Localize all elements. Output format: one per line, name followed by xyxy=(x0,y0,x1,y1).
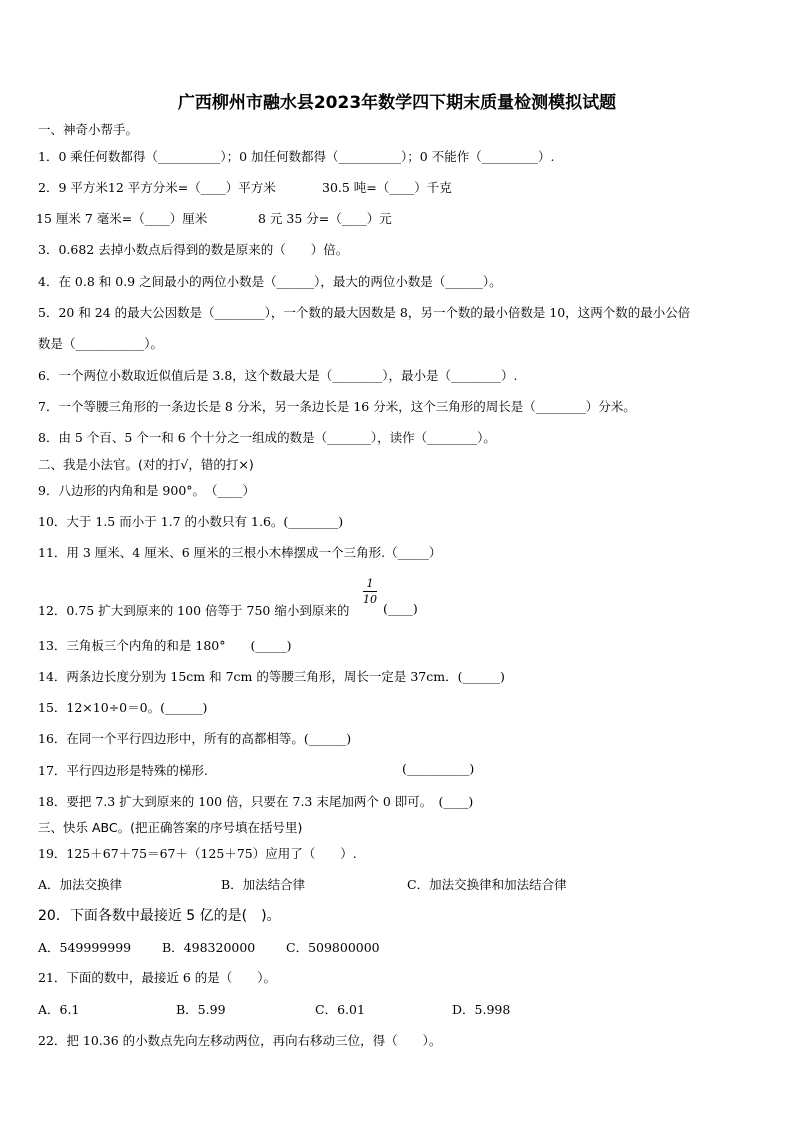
question-2-part-d: 8 元 35 分=（____）元 xyxy=(258,211,392,226)
section-heading-2: 二、我是小法官。(对的打√，错的打×) xyxy=(38,457,254,472)
fraction-numerator: 1 xyxy=(366,577,374,590)
option-a: A．6.1 xyxy=(38,1002,80,1017)
question-16: 16．在同一个平行四边形中，所有的高都相等。(______) xyxy=(38,731,352,746)
option-a: A．549999999 xyxy=(38,940,132,955)
question-9: 9．八边形的内角和是 900°。 （____） xyxy=(38,483,256,498)
question-22: 22．把 10.36 的小数点先向左移动两位，再向右移动三位，得（ ）。 xyxy=(38,1033,442,1048)
question-20: 20．下面各数中最接近 5 亿的是( )。 xyxy=(38,908,281,924)
question-15: 15．12×10÷0＝0。(______) xyxy=(38,700,208,715)
question-11: 11．用 3 厘米、4 厘米、6 厘米的三根小木棒摆成一个三角形.（_____） xyxy=(38,545,442,560)
fraction-denominator: 10 xyxy=(363,593,377,606)
question-6: 6．一个两位小数取近似值后是 3.8，这个数最大是（________），最小是（________）. xyxy=(38,368,518,383)
question-2-part-b: 30.5 吨=（____）千克 xyxy=(322,180,452,195)
question-7: 7．一个等腰三角形的一条边长是 8 分米，另一条边长是 16 分米，这个三角形的周长是（________）分米。 xyxy=(38,399,636,414)
question-12-blank: (____) xyxy=(383,601,418,616)
page-title: 广西柳州市融水县2023年数学四下期末质量检测模拟试题 xyxy=(177,93,617,113)
question-12: 12．0.75 扩大到原来的 100 倍等于 750 缩小到原来的 xyxy=(38,603,350,618)
option-d: D．5.998 xyxy=(452,1002,511,1017)
question-2-part-a: 2．9 平方米12 平方分米=（____）平方米 xyxy=(38,180,276,195)
question-2-part-c: 15 厘米 7 毫米=（____）厘米 xyxy=(36,211,208,226)
question-5-line-1: 5．20 和 24 的最大公因数是（________），一个数的最大因数是 8，另一个数的最小倍数是 10，这两个数的最小公倍 xyxy=(38,305,691,320)
question-10: 10．大于 1.5 而小于 1.7 的小数只有 1.6。(________) xyxy=(38,514,344,529)
option-b: B．5.99 xyxy=(176,1002,226,1017)
question-17: 17．平行四边形是特殊的梯形. xyxy=(38,763,208,778)
section-heading-1: 一、神奇小帮手。 xyxy=(38,122,139,137)
question-21: 21．下面的数中，最接近 6 的是（ ）。 xyxy=(38,970,277,985)
question-1: 1．0 乘任何数都得（__________）；0 加任何数都得（__________）；0 不能作（_________）. xyxy=(38,149,555,164)
option-a: A．加法交换律 xyxy=(38,877,123,892)
fraction-bar xyxy=(363,591,377,592)
question-4: 4．在 0.8 和 0.9 之间最小的两位小数是（______），最大的两位小数是（______）。 xyxy=(38,274,502,289)
option-c: C．6.01 xyxy=(315,1002,365,1017)
question-14: 14．两条边长度分别为 15cm 和 7cm 的等腰三角形，周长一定是 37cm．(______) xyxy=(38,669,505,684)
option-b: B．加法结合律 xyxy=(221,877,306,892)
question-8: 8．由 5 个百、5 个一和 6 个十分之一组成的数是（_______），读作（________）。 xyxy=(38,430,496,445)
question-18: 18．要把 7.3 扩大到原来的 100 倍，只要在 7.3 末尾加两个 0 即可。 (____) xyxy=(38,794,474,809)
option-b: B．498320000 xyxy=(162,940,256,955)
question-19: 19．125＋67＋75＝67＋（125＋75）应用了（ ）. xyxy=(38,846,357,861)
question-3: 3．0.682 去掉小数点后得到的数是原来的（ ）倍。 xyxy=(38,242,349,257)
question-13: 13．三角板三个内角的和是 180° (_____) xyxy=(38,638,292,653)
option-c: C．加法交换律和加法结合律 xyxy=(407,877,567,892)
question-17-blank: (__________) xyxy=(402,761,475,776)
question-5-line-2: 数是（___________）。 xyxy=(38,336,164,351)
section-heading-3: 三、快乐 ABC。(把正确答案的序号填在括号里) xyxy=(38,820,303,835)
option-c: C．509800000 xyxy=(286,940,380,955)
fraction-one-tenth xyxy=(363,577,377,606)
